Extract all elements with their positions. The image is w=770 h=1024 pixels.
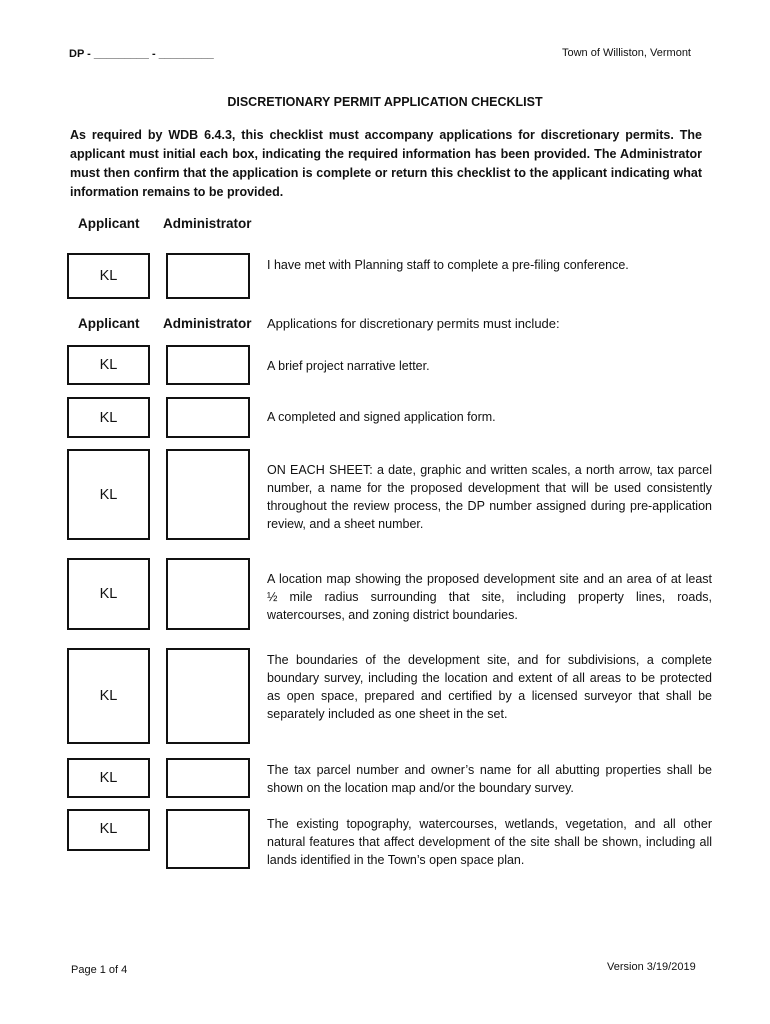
item-2-text: A completed and signed application form. [267, 410, 496, 424]
town-name: Town of Williston, Vermont [562, 47, 691, 59]
version-label: Version 3/19/2019 [607, 961, 696, 973]
item-4-administrator-box[interactable] [166, 558, 250, 630]
item-3-applicant-box[interactable]: KL [67, 449, 150, 540]
item-6-administrator-box[interactable] [166, 758, 250, 798]
document-title: DISCRETIONARY PERMIT APPLICATION CHECKLIST [227, 95, 543, 109]
item-5-administrator-box[interactable] [166, 648, 250, 744]
page-number: Page 1 of 4 [71, 964, 128, 976]
intro-paragraph: As required by WDB 6.4.3, this checklist must accompany applications for discretionary permits. The applicant must initial each box, indicating the required information has been provided. The Administrator must then confirm that the application is complete or return this checklist to the applicant indicating what information remains to be provided. [70, 128, 702, 199]
dp-number-field: DP - _________ - _________ [69, 48, 214, 60]
applicant-column-heading: Applicant [78, 316, 140, 331]
item-1-text: A brief project narrative letter. [267, 359, 430, 373]
item-5-text: The boundaries of the development site, and for subdivisions, a complete boundary survey, including the location and extent of all areas to be protected as open space, prepared and certified by a licensed surveyor that shall be separately included as one sheet in the set. [267, 653, 712, 721]
item-3-administrator-box[interactable] [166, 449, 250, 540]
item-7-applicant-box[interactable]: KL [67, 809, 150, 851]
item-4-applicant-box[interactable]: KL [67, 558, 150, 630]
administrator-column-heading: Administrator [163, 216, 252, 231]
item-6-text: The tax parcel number and owner’s name for all abutting properties shall be shown on the location map and/or the boundary survey. [267, 763, 712, 795]
item-7-text: The existing topography, watercourses, wetlands, vegetation, and all other natural features that affect development of the site shall be shown, including all lands identified in the Town’s open space plan. [267, 817, 712, 867]
prefiling-text: I have met with Planning staff to complete a pre-filing conference. [267, 258, 629, 272]
applicant-column-heading: Applicant [78, 216, 140, 231]
prefiling-administrator-box[interactable] [166, 253, 250, 299]
item-3-text: ON EACH SHEET: a date, graphic and written scales, a north arrow, tax parcel number, a name for the proposed development that will be used consistently throughout the review process, the DP number assigned during pre-application review, and a sheet number. [267, 463, 712, 531]
item-1-administrator-box[interactable] [166, 345, 250, 385]
item-6-applicant-box[interactable]: KL [67, 758, 150, 798]
include-heading: Applications for discretionary permits must include: [267, 316, 560, 331]
item-4-text: A location map showing the proposed development site and an area of at least ½ mile radius surrounding that site, including property lines, roads, watercourses, and zoning district boundaries. [267, 572, 712, 622]
item-2-applicant-box[interactable]: KL [67, 397, 150, 438]
item-5-applicant-box[interactable]: KL [67, 648, 150, 744]
administrator-column-heading: Administrator [163, 316, 252, 331]
prefiling-applicant-box[interactable]: KL [67, 253, 150, 299]
item-1-applicant-box[interactable]: KL [67, 345, 150, 385]
item-7-administrator-box[interactable] [166, 809, 250, 869]
item-2-administrator-box[interactable] [166, 397, 250, 438]
